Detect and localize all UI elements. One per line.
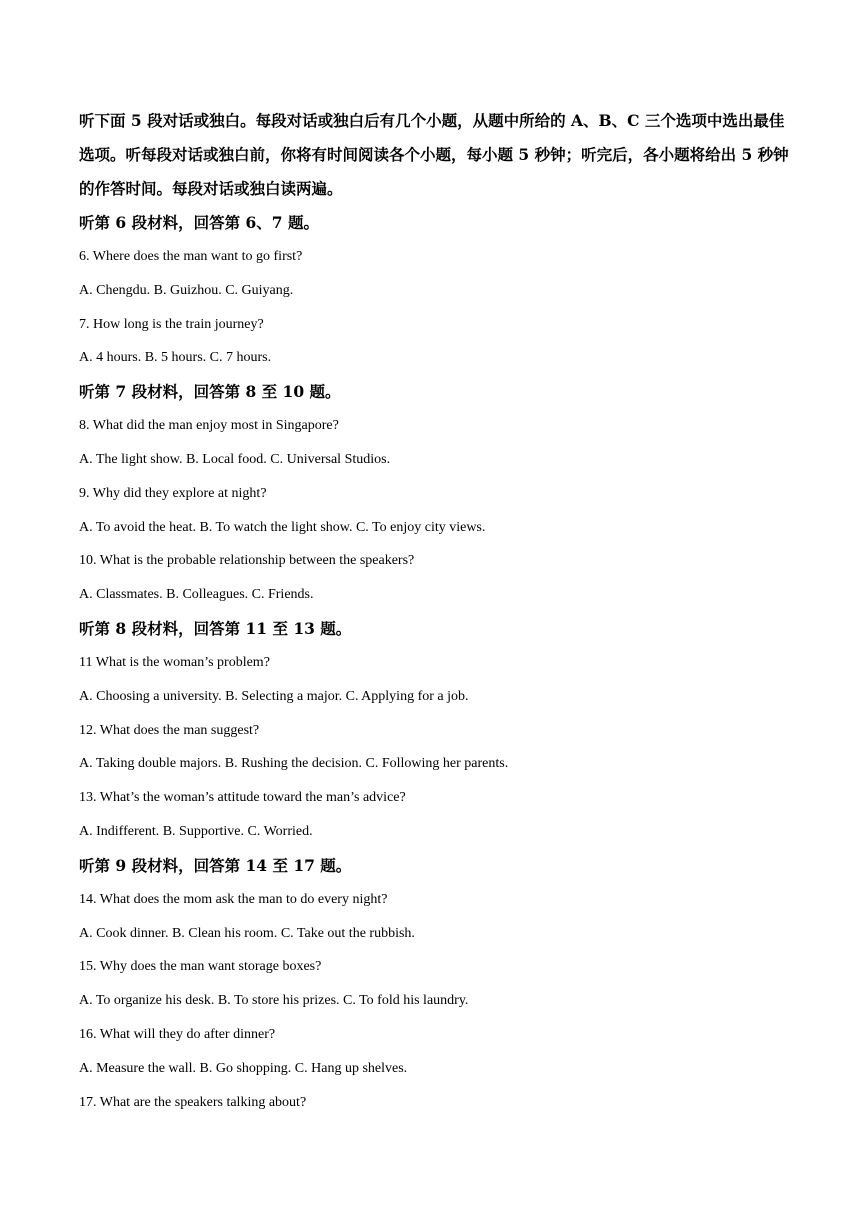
answer-options: A. Chengdu. B. Guizhou. C. Guiyang. bbox=[79, 282, 294, 298]
answer-options: A. To avoid the heat. B. To watch the light show. C. To enjoy city views. bbox=[79, 519, 486, 535]
question-text: 16. What will they do after dinner? bbox=[79, 1026, 276, 1042]
section-9 bbox=[79, 849, 789, 1120]
answer-options: A. Cook dinner. B. Clean his room. C. Take out the rubbish. bbox=[79, 925, 415, 941]
answer-options: A. The light show. B. Local food. C. Universal Studios. bbox=[79, 451, 391, 467]
question-text: 10. What is the probable relationship between the speakers? bbox=[79, 553, 415, 569]
question-text: 6. Where does the man want to go first? bbox=[79, 249, 303, 264]
answer-options: A. 4 hours. B. 5 hours. C. 7 hours. bbox=[79, 350, 272, 366]
question-text: 15. Why does the man want storage boxes? bbox=[79, 959, 322, 975]
section-6 bbox=[79, 206, 789, 375]
section-7 bbox=[79, 375, 789, 612]
question-text: 7. How long is the train journey? bbox=[79, 316, 264, 332]
question-text: 8. What did the man enjoy most in Singapore? bbox=[79, 418, 339, 434]
section-8 bbox=[79, 612, 789, 849]
answer-options: A. Indifferent. B. Supportive. C. Worried. bbox=[79, 823, 313, 839]
question-text: 14. What does the mom ask the man to do every night? bbox=[79, 891, 388, 907]
document-page bbox=[79, 104, 789, 1119]
instructions-paragraph: 听下面 5 段对话或独白。每段对话或独白后有几个小题，从题中所给的 A、B、C 三个选项中选出最佳选项。听每段对话或独白前，你将有时间阅读各个小题，每小题 5 秒钟；听完后，各小题将给出 5 秒钟的作答时间。每段对话或独白读两遍。 bbox=[79, 111, 789, 198]
section-heading: 听第 7 段材料，回答第 8 至 10 题。 bbox=[79, 382, 341, 402]
answer-options: A. To organize his desk. B. To store his prizes. C. To fold his laundry. bbox=[79, 993, 469, 1009]
question-text: 12. What does the man suggest? bbox=[79, 722, 260, 738]
answer-options: A. Taking double majors. B. Rushing the decision. C. Following her parents. bbox=[79, 756, 509, 772]
question-text: 11 What is the woman’s problem? bbox=[79, 654, 270, 670]
question-text: 9. Why did they explore at night? bbox=[79, 485, 267, 501]
question-text: 13. What’s the woman’s attitude toward the man’s advice? bbox=[79, 790, 406, 806]
answer-options: A. Measure the wall. B. Go shopping. C. Hang up shelves. bbox=[79, 1060, 408, 1076]
answer-options: A. Classmates. B. Colleagues. C. Friends. bbox=[79, 587, 314, 603]
section-heading: 听第 6 段材料，回答第 6、7 题。 bbox=[79, 213, 319, 232]
section-heading: 听第 8 段材料，回答第 11 至 13 题。 bbox=[79, 618, 352, 638]
answer-options: A. Choosing a university. B. Selecting a major. C. Applying for a job. bbox=[79, 688, 469, 704]
question-text: 17. What are the speakers talking about? bbox=[79, 1094, 307, 1110]
section-heading: 听第 9 段材料，回答第 14 至 17 题。 bbox=[79, 855, 352, 875]
